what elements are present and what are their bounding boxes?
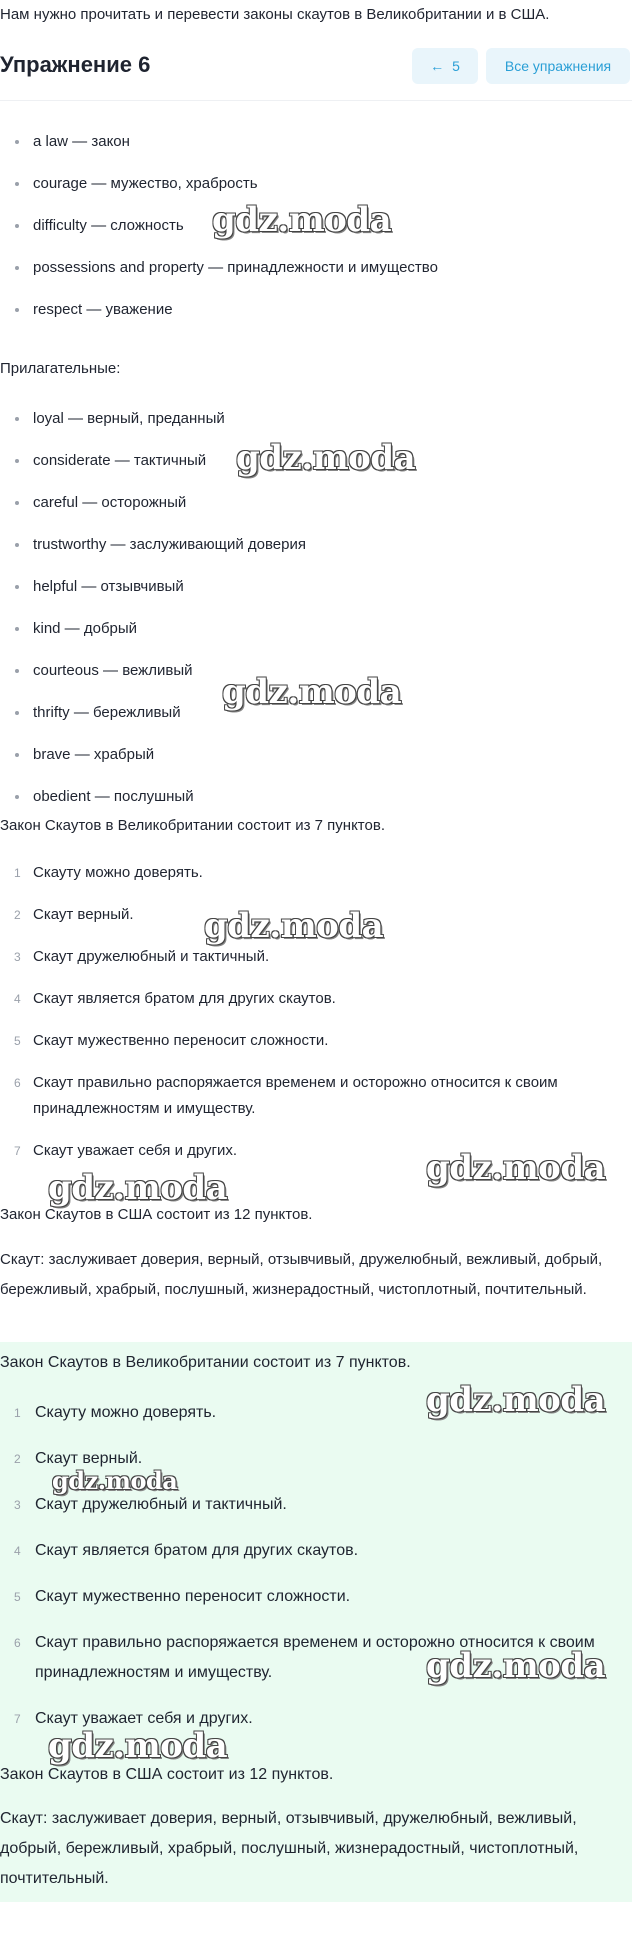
bullet <box>15 417 19 421</box>
list-item: 2 Скаут верный. <box>14 906 134 923</box>
answer-block <box>0 1342 632 1902</box>
watermark: gdz.moda <box>222 672 402 712</box>
bullet <box>15 501 19 505</box>
answer-uk-intro: Закон Скаутов в Великобритании состоит из 7 пунктов. <box>0 1354 411 1371</box>
bullet <box>15 308 19 312</box>
bullet <box>15 266 19 270</box>
list-item: possessions and property — принадлежности и имущество <box>0 257 632 299</box>
previous-exercise-button[interactable] <box>412 48 478 84</box>
watermark: gdz.moda <box>426 1646 606 1686</box>
answer-us-intro: Закон Скаутов в США состоит из 12 пунктов. <box>0 1766 334 1783</box>
adjectives-list-wrap <box>0 408 632 808</box>
answer-us-text: Скаут: заслуживает доверия, верный, отзывчивый, дружелюбный, вежливый, добрый, бережливый, храбрый, послушный, жизнерадостный, чистоплотный, почтительный. <box>0 1810 579 1887</box>
adjectives-section <box>0 358 632 380</box>
bullet <box>15 140 19 144</box>
bullet <box>15 753 19 757</box>
list-item: 1 Скауту можно доверять. <box>14 864 203 881</box>
answer-uk-law-list <box>0 1398 632 1750</box>
list-item: a law — закон <box>0 131 632 173</box>
list-item: respect — уважение <box>0 299 632 341</box>
bullet <box>15 669 19 673</box>
watermark: gdz.moda <box>426 1380 606 1420</box>
list-item: thrifty — бережливый <box>0 702 632 744</box>
intro-text: Нам нужно прочитать и перевести законы скаутов в Великобритании и в США. <box>0 6 550 23</box>
arrow-left-icon: ← <box>430 58 445 74</box>
adjectives-list <box>0 408 632 808</box>
bullet <box>15 627 19 631</box>
watermark: gdz.moda <box>204 906 384 946</box>
list-item: helpful — отзывчивый <box>0 576 632 618</box>
list-item: 6 Скаут правильно распоряжается временем и осторожно относится к своим принадлежностям и имуществу. <box>14 1634 595 1681</box>
us-law-intro: Закон Скаутов в США состоит из 12 пунктов. <box>0 1206 313 1223</box>
list-item: 7 Скаут уважает себя и других. <box>14 1710 253 1727</box>
bullet <box>15 182 19 186</box>
uk-law-section <box>0 860 632 1180</box>
list-item: 4 Скаут является братом для других скаутов. <box>14 990 336 1007</box>
us-law-text: Скаут: заслуживает доверия, верный, отзывчивый, дружелюбный, вежливый, добрый, бережливый, храбрый, послушный, жизнерадостный, чистоплотный, почтительный. <box>0 1251 603 1298</box>
bullet <box>15 459 19 463</box>
list-item: trustworthy — заслуживающий доверия <box>0 534 632 576</box>
watermark: gdz.moda <box>236 438 416 478</box>
list-item: 7 Скаут уважает себя и других. <box>14 1142 238 1159</box>
page-title: Упражнение 6 <box>0 52 151 77</box>
list-item: brave — храбрый <box>0 744 632 786</box>
list-item: difficulty — сложность <box>0 215 632 257</box>
watermark: gdz.moda <box>48 1726 228 1766</box>
previous-exercise-number: 5 <box>452 58 460 74</box>
list-item: 5 Скаут мужественно переносит сложности. <box>14 1588 351 1605</box>
list-item: careful — осторожный <box>0 492 632 534</box>
list-item: loyal — верный, преданный <box>0 408 632 450</box>
bullet <box>15 711 19 715</box>
list-item: obedient — послушный <box>0 786 632 808</box>
list-item: considerate — тактичный <box>0 450 632 492</box>
nouns-list <box>0 131 632 341</box>
nouns-section <box>0 131 632 341</box>
list-item: kind — добрый <box>0 618 632 660</box>
list-item: courteous — вежливый <box>0 660 632 702</box>
list-item: 4 Скаут является братом для других скаутов. <box>14 1542 359 1559</box>
list-item: 6 Скаут правильно распоряжается временем и осторожно относится к своим принадлежностям и имуществу. <box>14 1074 558 1117</box>
watermark: gdz.moda <box>212 200 392 240</box>
list-item: 5 Скаут мужественно переносит сложности. <box>14 1032 329 1049</box>
bullet <box>15 585 19 589</box>
list-item: courage — мужество, храбрость <box>0 173 632 215</box>
list-item: 1 Скауту можно доверять. <box>14 1404 217 1421</box>
watermark: gdz.moda <box>426 1148 606 1188</box>
watermark: gdz.moda <box>48 1168 228 1208</box>
list-item: 3 Скаут дружелюбный и тактичный. <box>14 1496 287 1513</box>
all-exercises-button[interactable]: Все упражнения <box>486 48 630 84</box>
watermark: gdz.moda <box>52 1466 178 1495</box>
uk-law-intro: Закон Скаутов в Великобритании состоит из 7 пунктов. <box>0 817 385 834</box>
bullet <box>15 543 19 547</box>
list-item: 3 Скаут дружелюбный и тактичный. <box>14 948 270 965</box>
uk-law-list <box>0 860 632 1164</box>
bullet <box>15 224 19 228</box>
adjectives-heading: Прилагательные: <box>0 360 121 377</box>
exercise-header <box>0 40 632 101</box>
list-item: 2 Скаут верный. <box>14 1450 143 1467</box>
bullet <box>15 795 19 799</box>
